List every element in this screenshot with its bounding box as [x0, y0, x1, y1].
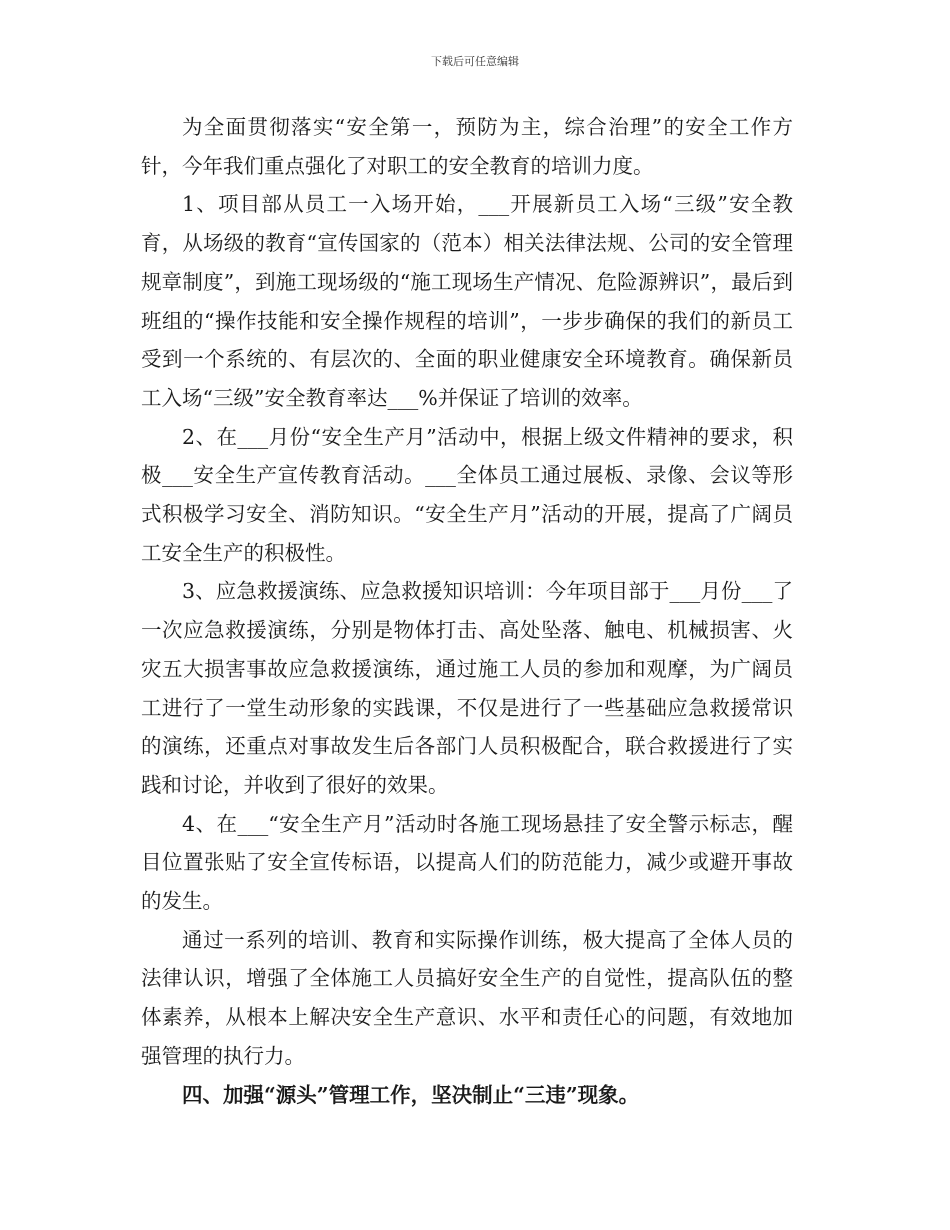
paragraph-item-4: 4、在___“安全生产月”活动时各施工现场悬挂了安全警示标志，醒目位置张贴了安全宣传标语，以提高人们的防范能力，减少或避开事故的发生。 — [141, 811, 793, 914]
header-note: 下载后可任意编辑 — [431, 55, 519, 68]
section-heading: 四、加强“源头”管理工作，坚决制止“三违”现象。 — [182, 1082, 640, 1107]
paragraph-item-1: 1、项目部从员工一入场开始，___开展新员工入场“三级”安全教育，从场级的教育“宣传国家的（范本）相关法律法规、公司的安全管理规章制度”，到施工现场级的“施工现场生产情况、危险源辨识”，最后到班组的“操作技能和安全操作规程的培训”，一步步确保的我们的新员工受到一个系统的、有层次的、全面的职业健康安全环境教育。确保新员工入场“三级”安全教育率达___%并保证了培训的效率。 — [141, 192, 793, 410]
paragraph-item-2: 2、在___月份“安全生产月”活动中，根据上级文件精神的要求，积极___安全生产宣传教育活动。___全体员工通过展板、录像、会议等形式积极学习安全、消防知识。“安全生产月”活动的开展，提高了广阔员工安全生产的积极性。 — [141, 424, 793, 565]
paragraph-summary: 通过一系列的培训、教育和实际操作训练，极大提高了全体人员的法律认识，增强了全体施工人员搞好安全生产的自觉性，提高队伍的整体素养，从根本上解决安全生产意识、水平和责任心的问题，有效地加强管理的执行力。 — [141, 927, 793, 1068]
paragraph-item-3: 3、应急救援演练、应急救援知识培训：今年项目部于___月份___了一次应急救援演练，分别是物体打击、高处坠落、触电、机械损害、火灾五大损害事故应急救援演练，通过施工人员的参加和观摩，为广阔员工进行了一堂生动形象的实践课，不仅是进行了一些基础应急救援常识的演练，还重点对事故发生后各部门人员积极配合，联合救援进行了实践和讨论，并收到了很好的效果。 — [141, 579, 793, 797]
paragraph-intro: 为全面贯彻落实“安全第一，预防为主，综合治理”的安全工作方针，今年我们重点强化了对职工的安全教育的培训力度。 — [141, 115, 793, 178]
document-body — [141, 108, 793, 1114]
